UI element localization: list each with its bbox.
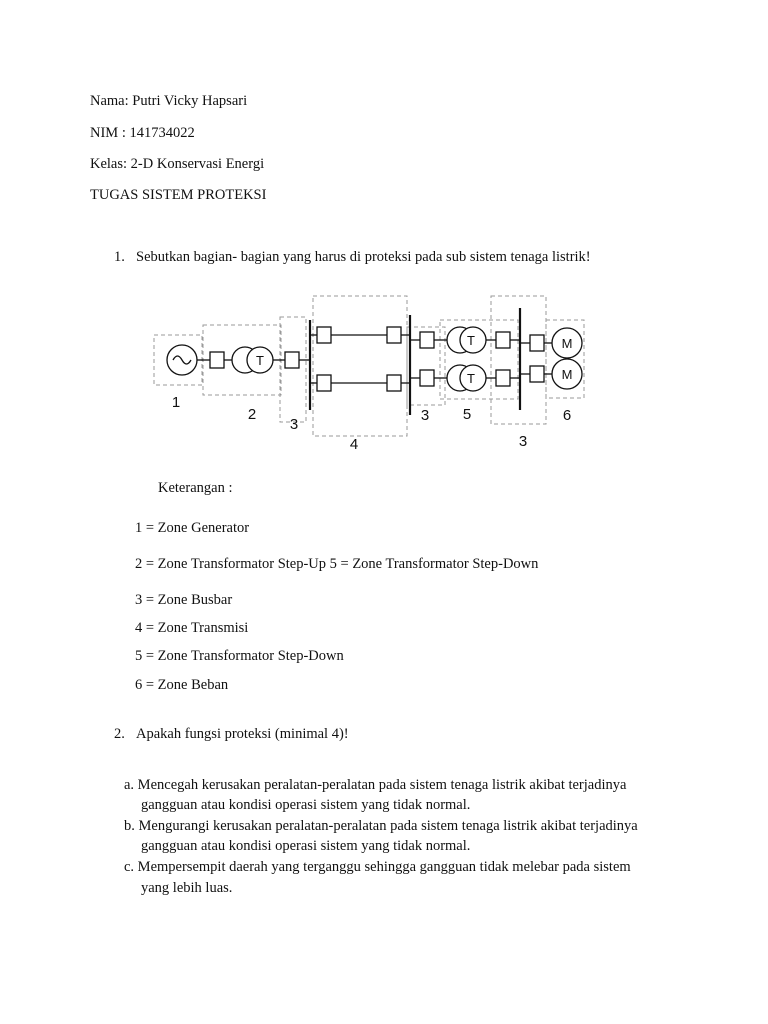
answer-b-line-1: b. Mengurangi kerusakan peralatan-peralatan pada sistem tenaga listrik akibat terjadinya xyxy=(124,818,638,834)
transformer-label-1: T xyxy=(256,353,264,368)
answer-b-line-2: gangguan atau kondisi operasi sistem yang tidak normal. xyxy=(141,838,471,854)
breaker-4 xyxy=(387,327,401,343)
breaker-2 xyxy=(285,352,299,368)
zone-box-4 xyxy=(313,296,407,436)
question-2-number: 2. xyxy=(114,726,125,742)
zone-label-3c: 3 xyxy=(518,433,528,450)
answer-a-line-2: gangguan atau kondisi operasi sistem yang tidak normal. xyxy=(141,797,471,813)
zone-box-3c xyxy=(491,296,546,424)
zone-label-6: 6 xyxy=(562,407,572,424)
legend-line-1: 1 = Zone Generator xyxy=(135,520,250,536)
student-class: Kelas: 2-D Konservasi Energi xyxy=(90,156,265,172)
legend-line-4: 4 = Zone Transmisi xyxy=(135,620,249,636)
zone-label-3a: 3 xyxy=(289,416,299,433)
legend-line-3: 3 = Zone Busbar xyxy=(135,592,233,608)
transformer-label-3: T xyxy=(467,371,475,386)
breaker-11 xyxy=(530,335,544,351)
legend-title: Keterangan : xyxy=(158,480,233,496)
breaker-12 xyxy=(530,366,544,382)
assignment-title: TUGAS SISTEM PROTEKSI xyxy=(90,187,267,203)
answer-c-line-1: c. Mempersempit daerah yang terganggu sehingga gangguan tidak melebar pada sistem xyxy=(124,859,631,875)
zone-label-5: 5 xyxy=(462,406,472,423)
question-2-text: Apakah fungsi proteksi (minimal 4)! xyxy=(136,726,349,742)
student-nim: NIM : 141734022 xyxy=(90,125,195,141)
zone-box-3a xyxy=(280,317,306,422)
student-name: Nama: Putri Vicky Hapsari xyxy=(90,93,248,109)
breaker-5 xyxy=(317,375,331,391)
protection-zone-diagram xyxy=(150,290,590,455)
single-line-diagram xyxy=(167,308,582,415)
breaker-9 xyxy=(420,370,434,386)
answer-c-line-2: yang lebih luas. xyxy=(141,880,233,896)
breaker-6 xyxy=(387,375,401,391)
question-1-text: Sebutkan bagian- bagian yang harus di proteksi pada sub sistem tenaga listrik! xyxy=(136,249,591,265)
zone-label-3b: 3 xyxy=(420,407,430,424)
motor-label-2: M xyxy=(561,367,573,382)
answer-a-line-1: a. Mencegah kerusakan peralatan-peralatan pada sistem tenaga listrik akibat terjadinya xyxy=(124,777,627,793)
zone-label-2: 2 xyxy=(247,406,257,423)
zone-label-1: 1 xyxy=(171,394,181,411)
legend-line-2: 2 = Zone Transformator Step-Up 5 = Zone Transformator Step-Down xyxy=(135,556,539,572)
breaker-10 xyxy=(496,370,510,386)
question-1-number: 1. xyxy=(114,249,125,265)
breaker-3 xyxy=(317,327,331,343)
zone-label-4: 4 xyxy=(349,436,359,453)
motor-label-1: M xyxy=(561,336,573,351)
breaker-1 xyxy=(210,352,224,368)
transformer-label-2: T xyxy=(467,333,475,348)
breaker-8 xyxy=(496,332,510,348)
legend-line-6: 6 = Zone Beban xyxy=(135,677,229,693)
legend-line-5: 5 = Zone Transformator Step-Down xyxy=(135,648,344,664)
breaker-7 xyxy=(420,332,434,348)
